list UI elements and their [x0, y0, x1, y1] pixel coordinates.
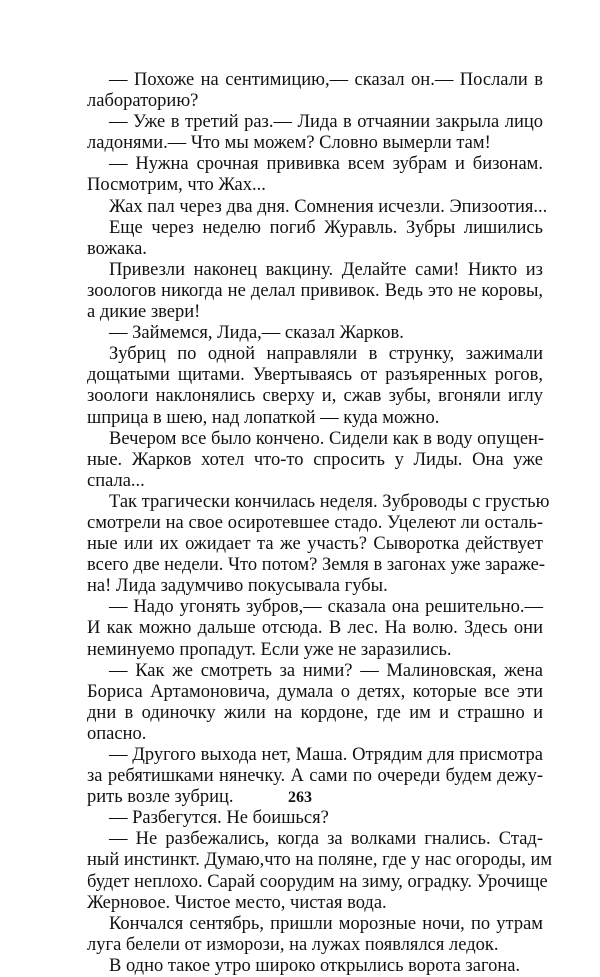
text-line: зоологи наклонялись сверху и, сжав зубы, вгоняли иглу [87, 386, 543, 407]
text-line: опасно. [87, 723, 147, 744]
text-line: дощатыми щитами. Увертываясь от разъяренных рогов, [87, 365, 543, 386]
text-line: неминуемо пропадут. Если уже не заразились. [87, 639, 452, 660]
paragraph [87, 429, 543, 492]
text-line: Кончался сентябрь, пришли морозные ночи, по утрам [109, 913, 543, 934]
paragraph [87, 956, 543, 977]
paragraph [87, 808, 543, 829]
text-line: — Уже в третий раз.— Лида в отчаянии закрыла лицо [109, 112, 543, 133]
text-line: Зубриц по одной направляли в струнку, зажимали [109, 344, 543, 365]
text-line: на! Лида задумчиво покусывала губы. [87, 576, 388, 597]
paragraph [87, 260, 543, 323]
text-line: — Другого выхода нет, Маша. Отрядим для присмотра [109, 745, 543, 765]
text-line: Жерновое. Чистое место, чистая вода. [87, 892, 387, 913]
paragraph [87, 154, 543, 196]
text-line: будет неплохо. Сарай соорудим на зиму, оградку. Урочище [87, 871, 548, 892]
text-line: рить возле зубриц. [87, 787, 234, 808]
paragraph [87, 218, 543, 260]
text-line: Бориса Артамоновича, думала о детях, которые все эти [87, 681, 543, 702]
text-line: — Не разбежались, когда за волками гнались. Стад- [109, 829, 543, 850]
text-line: ный инстинкт. Думаю,что на поляне, где у нас огороды, им [87, 850, 553, 871]
paragraph [87, 661, 543, 745]
text-line: — Займемся, Лида,— сказал Жарков. [109, 323, 404, 344]
text-line: вожака. [87, 238, 147, 259]
text-line: дни в одиночку жили на кордоне, где им и страшно и [87, 702, 543, 723]
text-line: Вечером все было кончено. Сидели как в воду опущен- [109, 428, 545, 449]
paragraph [87, 597, 543, 660]
text-line: лабораторию? [87, 91, 199, 112]
text-line: И как можно дальше отсюда. В лес. На волю. Здесь они [87, 618, 543, 639]
text-line: за ребятишками нянечку. А сами по очереди будем дежу- [87, 766, 543, 787]
text-line: В одно такое утро широко открылись ворота загона. [109, 955, 521, 976]
text-line: Еще через неделю погиб Журавль. Зубры лишились [109, 217, 543, 238]
text-line: смотрели на свое осиротевшее стадо. Уцелеют ли осталь- [87, 512, 543, 533]
text-line: — Разбегутся. Не боишься? [109, 808, 329, 829]
text-line: а дикие звери! [87, 302, 201, 323]
text-line: — Нужна срочная прививка всем зубрам и бизонам. [109, 154, 543, 175]
text-line: ладонями.— Что мы можем? Словно вымерли там! [87, 133, 491, 154]
text-line: Так трагически кончилась неделя. Зуброводы с грустью [109, 491, 550, 512]
text-line: всего две недели. Что потом? Земля в загонах уже зараже- [87, 555, 546, 576]
text-line: шприца в шею, над лопаткой — куда можно. [87, 407, 440, 428]
text-line: Привезли наконец вакцину. Делайте сами! Никто из [109, 259, 543, 280]
book-page-text [87, 70, 553, 977]
text-line: — Надо угонять зубров,— сказала она решительно.— [109, 597, 543, 618]
text-line: спала... [87, 470, 145, 491]
text-line: зоологов никогда не делал прививок. Ведь это не коровы, [87, 280, 543, 301]
paragraph [87, 196, 548, 218]
paragraph [87, 112, 543, 154]
text-line: Посмотрим, что Жах... [87, 175, 266, 196]
paragraph [87, 344, 543, 428]
text-line: ные. Жарков хотел что-то спросить у Лиды. Она уже [87, 449, 543, 470]
text-line: луга белели от изморози, на лужах появлялся ледок. [87, 934, 499, 955]
text-line: ные или их ожидает та же участь? Сыворотка действует [87, 534, 543, 555]
text-line: — Как же смотреть за ними? — Малиновская, жена [109, 660, 543, 681]
paragraph [87, 70, 543, 112]
text-line: Жах пал через два дня. Сомнения исчезли. Эпизоотия... [109, 196, 548, 217]
page-number: 263 [288, 789, 312, 806]
paragraph [87, 914, 543, 956]
paragraph [87, 829, 553, 913]
paragraph [87, 323, 543, 344]
paragraph [87, 491, 550, 597]
text-line: — Похоже на сентимицию,— сказал он.— Послали в [109, 70, 543, 90]
